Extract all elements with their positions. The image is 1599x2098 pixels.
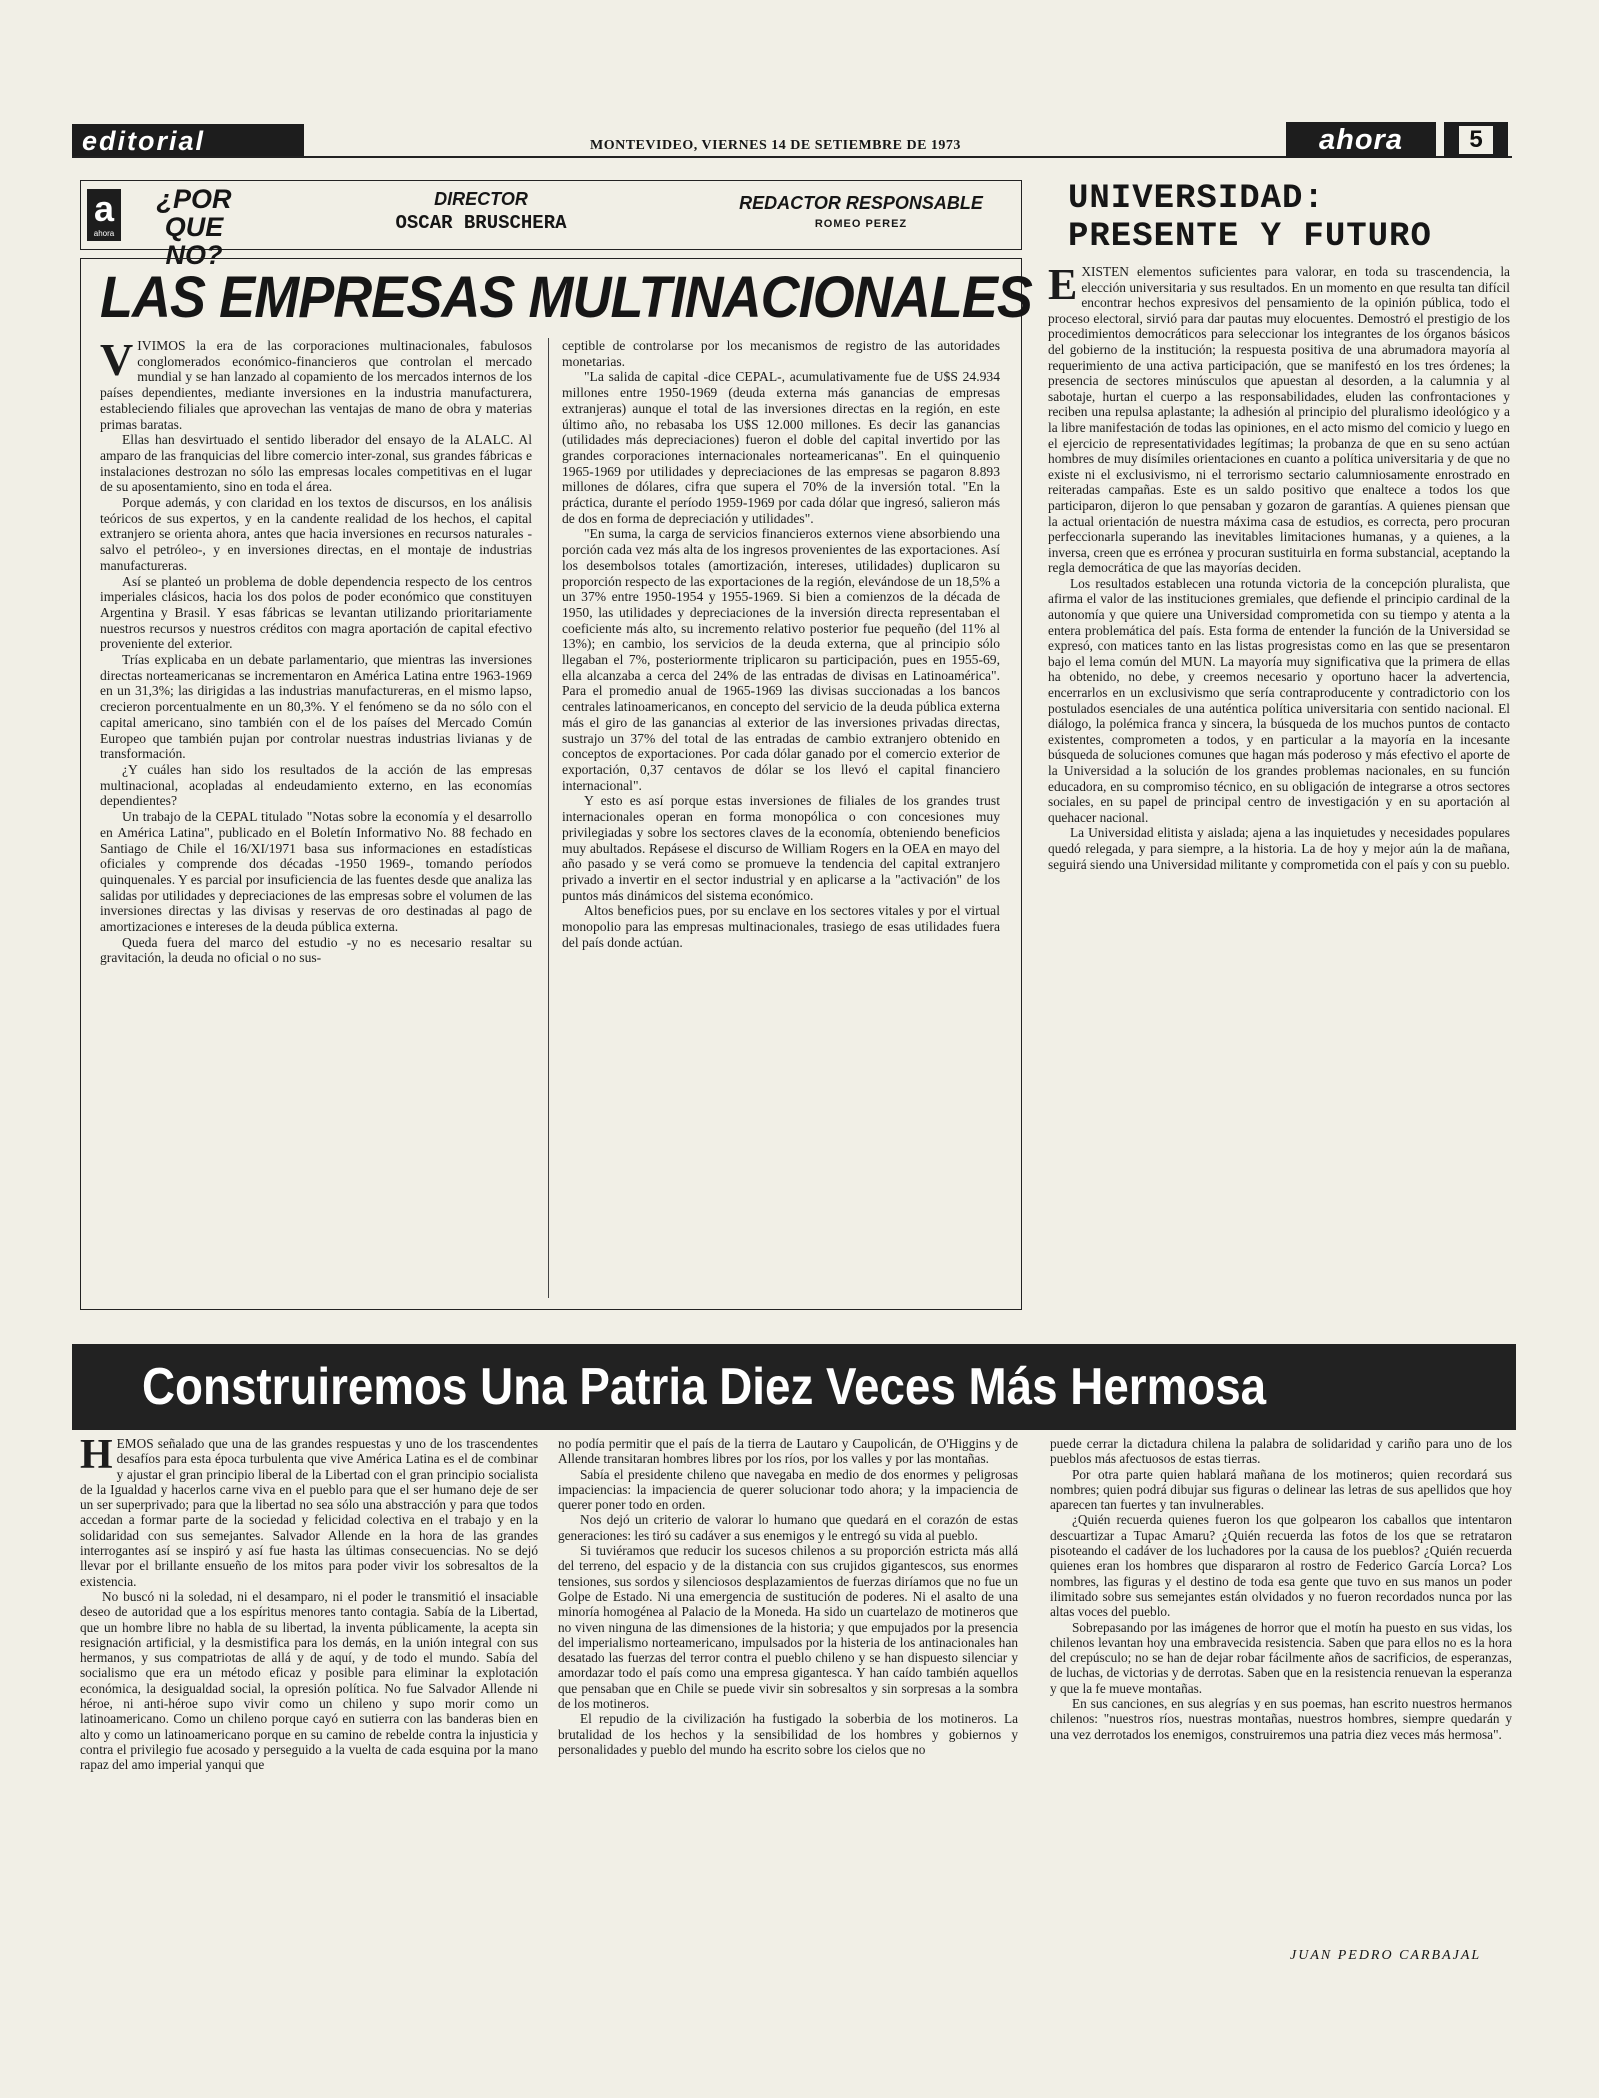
universidad-title-line-1: UNIVERSIDAD: (1068, 180, 1325, 218)
logo-letter: a (93, 188, 115, 229)
paragraph: Por otra parte quien hablará mañana de los motineros; quien recordará sus nombres; quien podrá dibujar sus figuras o delinear las letras de sus apellidos que hoy aparecen tan fuertes y tan invulnerables. (1050, 1466, 1512, 1513)
dropcap: V (100, 338, 134, 385)
patria-banner (72, 1344, 1516, 1430)
paragraph: ¿Y cuáles han sido los resultados de la acción de las empresas multinacional, acopladas al endeudamiento externo, en las economías dependientes? (100, 761, 532, 809)
paragraph: Trías explicaba en un debate parlamentario, que mientras las inversiones directas norteamericanas se incrementaron en América Latina entre 1963-1969 en un 31,3%; las dirigidas a las industrias manufactureras, en el mismo lapso, crecieron porcentualmente en un 80,3%. Y el fenómeno se da no sólo con el capital americano, sino también con el de los países del Mercado Común Europeo que también pujan por controlar nuestras industrias livianas y de transformación. (100, 652, 532, 762)
editor-block (711, 193, 1011, 230)
paragraph: La Universidad elitista y aislada; ajena a las inquietudes y necesidades populares quedó relegada, y para siempre, a la historia. La de hoy y mejor aún la de mañana, seguirá siendo una Universidad militante y comprometida con el país y con su pueblo. (1048, 825, 1510, 872)
paragraph: "En suma, la carga de servicios financieros externos viene absorbiendo una porción cada vez más alta de los ingresos provenientes de las exportaciones. Así los desembolsos totales (amortización, intereses, utilidades) duplicaron su proporción respecto de las exportaciones de la región, elevándose de un 18,5% a un 37% entre 1950-1954 y 1955-1969. Si bien a comienzos de la década de 1950, las utilidades y depreciaciones de la inversión directa representaban el coeficiente más alto, su incremento relativo posterior fue pequeño (del 11% al 13%); en cambio, los servicios de la deuda externa, que al principio sólo llegaban el 7%, posteriormente triplicaron su participación, pues en 1955-69, ella alcanzaba a cerca del 24% de las entradas de divisas en Latinoamérica". Para el promedio anual de 1965-1969 las divisas succionadas a los bancos centrales latinoamericanos, en concepto del servicio de la deuda pública externa más el giro de las ganancias al exterior de las inversiones privadas directas, sustrajo un 37% del total de las entradas de cambio extranjero obtenido en conceptos de exportaciones. Por cada dólar ganado por el comercio exterior de exportación, 0,37 centavos de dólar se los llevó el capital financiero internacional". (562, 526, 1000, 793)
director-block (381, 189, 581, 234)
masthead-box (80, 180, 1022, 270)
paragraph: ¿Quién recuerda quienes fueron los que golpearon los caballos que intentaron descuartizar a Tupac Amaru? ¿Quién recuerda las fotos de los que se retrataron pisoteando el cadáver de los luchadores por la causa de los pueblos? ¿Quién recuerda quienes eran los hombres que dispararon al rostro de Federico García Lorca? Los nombres, las figuras y el destino de toda esa gente que tuvo en sus manos un poder ilimitado sobre sus semejantes están olvidados y no fueron recordados nunca por las altas voces del pueblo. (1050, 1512, 1512, 1620)
paragraph: XISTEN elementos suficientes para valorar, en toda su trascendencia, la elección universitaria y sus resultados. En un momento en que resulta tan difícil encontrar hechos expresivos del pensamiento de la opinión pública, todo el proceso electoral, sirvió para dar pautas muy elocuentes. Demostró el prestigio de los procedimientos democráticos para seleccionar los integrantes de los órganos básicos del gobierno de la institución; la respuesta positiva de una abrumadora mayoría al requerimiento de una activa participación, que se manifestó en los tres órdenes; la presencia de sectores minúsculos que apuestan al desorden, a la calumnia y al sabotaje, hurtan el cuerpo a las responsabilidades, eluden las confrontaciones y reciben una repulsa aplastante; la adhesión al principio del pluralismo ideológico y a la libre manifestación de todas las opiniones, en el acto mismo del comicio y luego en el ejercicio de representatividades legítimas; la probanza de que en su seno actúan hombres de muy disímiles orientaciones en cuanto a política universitaria y de que no existe ni el exclusivismo, ni el terrorismo sectario calumniosamente enrostrado en reiteradas campañas. Este es un saldo positivo que enaltece a todos los que participaron, dijeron lo que pensaban y gozaron de garantías. A quienes piensan que la actual orientación de nuestra máxima casa de estudios, es correcta, pero procuran perfeccionarla superando las inevitables limitaciones humanas, y a quienes, a la inversa, creen que es errónea y procuran sustituirla en forma substancial, aceptando la regla democrática de que las mayorías deciden. (1048, 264, 1510, 576)
motto (129, 185, 259, 269)
paragraph: Un trabajo de la CEPAL titulado "Notas sobre la economía y el desarrollo en América Latina", publicado en el Boletín Informativo No. 88 fechado en Santiago de Chile el 16/XI/1971 basa sus informaciones en estadísticas oficiales y comprende dos décadas -1950 1969-, tomando períodos quinquenales. Y es parcial por insuficiencia de las fuentes desde que analiza las salidas por utilidades y depreciaciones de las empresas sobre el volumen de las inversiones directas y las divisas y reservas de oro destinadas al pago de amortizaciones e intereses de la deuda pública externa. (100, 809, 532, 935)
patria-col-3 (1050, 1436, 1512, 1944)
universidad-title-line-2: PRESENTE Y FUTURO (1068, 218, 1432, 256)
paragraph: En sus canciones, en sus alegrías y en sus poemas, han escrito nuestros hermanos chilenos: "nuestros ríos, nuestras montañas, nuestros hombres, siempre quedarán y una vez derrotados los enemigos, construiremos una patria diez veces más hermosa". (1050, 1696, 1512, 1742)
paragraph: no podía permitir que el país de la tierra de Lautaro y Caupolicán, de O'Higgins y de Allende transitaran hombres libres por los ríos, por los valles y por las montañas. (558, 1436, 1018, 1467)
page-number-box (1444, 122, 1508, 158)
paragraph: Nos dejó un criterio de valorar lo humano que quedará en el corazón de estas generaciones: les tiró su cadáver a sus enemigos y le entregó su vida al pueblo. (558, 1512, 1018, 1543)
logo-caption: ahora (93, 229, 115, 238)
multinacionales-col-2 (562, 338, 1000, 1306)
dateline: MONTEVIDEO, VIERNES 14 DE SETIEMBRE DE 1973 (590, 138, 961, 153)
paragraph: Ellas han desvirtuado el sentido liberador del ensayo de la ALALC. Al amparo de las franquicias del libre comercio inter-zonal, sus grandes fábricas e instalaciones destrozan no sólo las empresas locales competitivas en el lugar de su aposentamiento, sino en toda el área. (100, 432, 532, 495)
dropcap: H (80, 1436, 113, 1478)
page-number: 5 (1459, 126, 1493, 154)
paragraph: IVIMOS la era de las corporaciones multinacionales, fabulosos conglomerados económico-financieros que controlan el mercado mundial y se han lanzado al copamiento de los mercados internos de los países dependientes, mediante inversiones en la industria manufacturera, estableciendo filiales que aprovechan las ventajas de mano de obra y materias primas baratas. (100, 338, 532, 432)
section-label: editorial (72, 124, 304, 158)
paragraph: El repudio de la civilización ha fustigado la soberbia de los motineros. La brutalidad de los hechos y la sensibilidad de los hombres y gobiernos y personalidades y pueblo del mundo ha escrito sobre los cielos que no (558, 1711, 1018, 1757)
editor-name: ROMEO PEREZ (814, 218, 908, 230)
ahora-logo (87, 189, 121, 241)
paragraph: EMOS señalado que una de las grandes respuestas y uno de los trascendentes desafíos para esta época turbulenta que vive América Latina es el de combinar y ajustar el gran principio liberal de la Libertad con el gran principio socialista de la Igualdad y hacerlos carne viva en el pueblo para que el ser humano deje de ser un ser superprivado; para que la libertad no sea sólo una abstracción y para que todos accedan a formar parte de la sociedad y felicidad colectiva en el trabajo y en la solidaridad con sus semejantes. Salvador Allende en la hora de las grandes interrogantes así se inspiró y así fue hasta las últimas consecuencias. No se dejó llevar por el brillante ensueño de los mitos para poder vivir los sobresaltos de la existencia. (80, 1436, 538, 1589)
paragraph: ceptible de controlarse por los mecanismos de registro de las autoridades monetarias. (562, 338, 1000, 369)
column-divider (548, 338, 549, 1298)
paragraph: Así se planteó un problema de doble dependencia respecto de los centros imperiales clásicos, hacia los dos polos de poder económico que constituyen Argentina y Brasil. Y esas fábricas se levantan utilizando prioritariamente nuestros recursos y nuestros créditos con magra aportación de capital efectivo proveniente del exterior. (100, 573, 532, 652)
motto-line-2: NO? (165, 240, 223, 270)
paragraph: "La salida de capital -dice CEPAL-, acumulativamente fue de U$S 24.934 millones entre 1950-1969 (deuda externa más ganancias de empresas extranjeras) aunque el total de las inversiones directas en la región, en este último año, no rebasaba los U$S 12.000 millones. Es decir las ganancias (utilidades más depreciaciones) fueron el doble del capital invertido por las grandes corporaciones internacionales norteamericanas". En el quinquenio 1965-1969 por utilidades y depreciaciones de las empresas se pagaron 8.893 millones de dólares, cifra que supera el 70% de la inversión total. "En la práctica, durante el período 1959-1969 por cada dólar que ingresó, salieron más de dos en forma de depreciación y utilidades". (562, 369, 1000, 526)
patria-title: Construiremos Una Patria Diez Veces Más Hermosa (142, 1358, 1267, 1416)
paragraph: Si tuviéramos que reducir los sucesos chilenos a su proporción estricta más allá del terreno, del espacio y de la distancia con sus crujidos gigantescos, sus enormes tensiones, sus sordos y silenciosos desplazamientos de fuerzas diríamos que no fue un Golpe de Estado. Ni una emergencia de sustitución de poderes. Ni el asalto de una minoría homogénea al Palacio de la Moneda. Ha sido un cuartelazo de motineros que no viven ninguna de las dimensiones de la historia; y que empujados por la presencia del imperialismo norteamericano, impulsados por la histeria de los antinacionales han desatado las fuerzas del terror contra el pueblo chileno y se han dispuesto silenciar y amordazar todo el país como una empresa gigantesca. Y han caído también aquellos que pensaban que en Chile se puede vivir sin sobresaltos y sin sorpresas a la sombra de los motineros. (558, 1543, 1018, 1712)
paragraph: Sobrepasando por las imágenes de horror que el motín ha puesto en sus vidas, los chilenos levantan hoy una embravecida resistencia. Saben que para ellos no es la hora del crepúsculo; no se han de dejar robar fácilmente años de sacrificios, de esperanzas, de luchas, de victorias y de derrotas. Saben que en la resistencia renuevan la esperanza y que la fe mueve montañas. (1050, 1619, 1512, 1696)
director-label: DIRECTOR (434, 189, 528, 209)
paragraph: Porque además, y con claridad en los textos de discursos, en los análisis teóricos de sus expertos, y en la candente realidad de los hechos, el capital extranjero se orienta ahora, antes que hacia inversiones en recursos naturales -salvo el petróleo-, y en inversiones directas, en el montaje de industrias manufactureras. (100, 495, 532, 573)
paragraph: Queda fuera del marco del estudio -y no es necesario resaltar su gravitación, la deuda no oficial o no sus- (100, 934, 532, 966)
patria-col-1 (80, 1436, 538, 1976)
universidad-title (1068, 180, 1518, 256)
paragraph: No buscó ni la soledad, ni el desamparo, ni el poder le transmitió el insaciable deseo de autoridad que a los espíritus menores tanto contagia. Sabía de la Libertad, que un hombre libre no habla de su libertad, la inventa públicamente, la acepta sin resignación artificial, y la desmistifica para los demás, en la unión integral con sus hermanos, y sus compatriotas de allá y de aquí, y de todo el mundo. Sabía del socialismo que era un método eficaz y posible para eliminar la explotación económica, la desigualdad social, la opresión política. No fue Salvador Allende ni héroe, ni anti-héroe supo vivir como un chileno y supo morir como un latinoamericano. Como un chileno porque cayó en sutierra con las banderas bien en alto y como un latinoamericano porque en su camino de rebelde contra la injusticia y contra el privilegio fue acosado y perseguido a la vuelta de cada esquina por la mano rapaz del amo imperial yanqui que (80, 1588, 538, 1773)
universidad-body (1048, 264, 1510, 1324)
paragraph: Los resultados establecen una rotunda victoria de la concepción pluralista, que afirma el valor de las instituciones gremiales, que defiende el principio cardinal de la autonomía y que quiere una Universidad comprometida con su tiempo y atenta a la entera problemática del país. Esta forma de entender la función de la Universidad se expresó, con matices tanto en las listas progresistas como en las que se presentaron bajo el lema común del MUN. La mayoría muy significativa que la primera de ellas ha obtenido, no debe, y creemos necesario y oportuno hacer la advertencia, encerrarlos en un exclusivismo que sería contraproducente y contradictorio con los postulados esenciales de una auténtica política universitaria con sentido nacional. El diálogo, la polémica franca y sincera, la búsqueda de los muchos puntos de contacto existentes, comprometen a todos, y en particular a la mayoría en la incesante búsqueda de soluciones comunes que hagan más poderoso y más efectivo el aporte de la Universidad a la solución de los grandes problemas nacionales, en su función educadora, en su compromiso técnico, en su obligación de integrarse a otros sectores sociales, en su papel de principal centro de investigación y en su aportación al quehacer nacional. (1048, 575, 1510, 825)
director-name: OSCAR BRUSCHERA (395, 212, 567, 234)
patria-col-2 (558, 1436, 1018, 1976)
author-signature: JUAN PEDRO CARBAJAL (1290, 1948, 1482, 1963)
paper-name: ahora (1286, 122, 1436, 158)
paragraph: Altos beneficios pues, por su enclave en los sectores vitales y por el virtual monopolio para las empresas multinacionales, trasiego de esas utilidades fuera del país donde actúan. (562, 903, 1000, 950)
multinacionales-col-1 (100, 338, 532, 1306)
editor-label: REDACTOR RESPONSABLE (739, 193, 983, 213)
motto-line-1: ¿POR QUE (156, 184, 232, 242)
paragraph: Sabía el presidente chileno que navegaba en medio de dos enormes y peligrosas impaciencias: la impaciencia de querer solucionar todo ahora; y la impaciencia de querer poner todo en orden. (558, 1466, 1018, 1513)
dropcap: E (1048, 264, 1078, 309)
paragraph: Y esto es así porque estas inversiones de filiales de los grandes trust internacionales operan en forma monopólica o con concesiones muy privilegiadas y sobre los sectores claves de la economía, obteniendo beneficios muy abultados. Repásese el discurso de William Rogers en la OEA en mayo del año pasado y se verá como se promueve la tendencia del capital extranjero privado a invertir en el sector industrial y en aplicarse a la "activación" de los puntos más dinámicos del sistema económico. (562, 793, 1000, 903)
paragraph: puede cerrar la dictadura chilena la palabra de solidaridad y cariño para uno de los pueblos más afectuosos de estas tierras. (1050, 1436, 1512, 1467)
multinacionales-title: LAS EMPRESAS MULTINACIONALES (100, 265, 1032, 330)
